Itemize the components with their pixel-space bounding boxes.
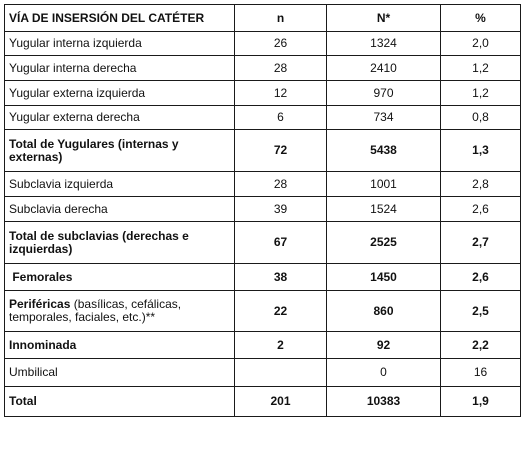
row-label [5, 56, 235, 81]
cell-N: 2525 [327, 222, 441, 264]
row-label-text: Subclavia derecha [9, 201, 108, 216]
cell-N: 1001 [327, 172, 441, 197]
row-label [5, 106, 235, 130]
table-row [5, 291, 521, 332]
cell-N: 1524 [327, 197, 441, 222]
row-label [5, 130, 235, 172]
row-label-text: Periféricas [9, 297, 71, 311]
cell-percent: 2,6 [441, 264, 521, 291]
row-label [5, 172, 235, 197]
table-row [5, 130, 521, 172]
catheter-insertion-table [4, 4, 521, 417]
cell-n: 2 [235, 332, 327, 359]
row-label [5, 32, 235, 56]
cell-n: 28 [235, 56, 327, 81]
cell-n [235, 359, 327, 387]
header-insertion-route: VÍA DE INSERSIÓN DEL CATÉTER [5, 5, 235, 32]
table-row [5, 172, 521, 197]
cell-percent: 1,2 [441, 56, 521, 81]
cell-percent: 2,8 [441, 172, 521, 197]
row-label-text: Yugular externa derecha [9, 110, 140, 124]
row-label [5, 291, 235, 332]
table-row [5, 222, 521, 264]
cell-N: 92 [327, 332, 441, 359]
cell-n: 201 [235, 387, 327, 417]
cell-percent: 2,2 [441, 332, 521, 359]
table-row [5, 332, 521, 359]
cell-percent: 2,5 [441, 291, 521, 332]
row-label [5, 222, 235, 264]
cell-n: 6 [235, 106, 327, 130]
cell-percent: 2,6 [441, 197, 521, 222]
cell-N: 1450 [327, 264, 441, 291]
cell-percent: 0,8 [441, 106, 521, 130]
table-row [5, 106, 521, 130]
row-label [5, 359, 235, 387]
cell-n: 67 [235, 222, 327, 264]
row-label-text: Total de subclavias (derechas e izquierdas) [9, 228, 193, 256]
row-label-text: Yugular interna derecha [9, 60, 137, 75]
row-label-text: Umbilical [9, 365, 58, 379]
cell-percent: 16 [441, 359, 521, 387]
table-row [5, 197, 521, 222]
cell-percent: 1,2 [441, 81, 521, 106]
catheter-insertion-table-container [4, 4, 521, 417]
table-row [5, 56, 521, 81]
header-N: N* [327, 5, 441, 32]
cell-percent: 1,3 [441, 130, 521, 172]
cell-n: 72 [235, 130, 327, 172]
cell-n: 22 [235, 291, 327, 332]
cell-n: 39 [235, 197, 327, 222]
row-label-text: Yugular interna izquierda [9, 36, 142, 50]
table-row [5, 387, 521, 417]
cell-N: 860 [327, 291, 441, 332]
table-row [5, 359, 521, 387]
row-label-text: Innominada [9, 337, 77, 352]
row-label [5, 387, 235, 417]
cell-N: 2410 [327, 56, 441, 81]
row-label-text: Yugular externa izquierda [9, 85, 146, 100]
header-percent: % [441, 5, 521, 32]
cell-N: 10383 [327, 387, 441, 417]
cell-percent: 1,9 [441, 387, 521, 417]
row-label-note: (basílicas, cefálicas, temporales, faciales, etc.)** [9, 297, 182, 324]
cell-n: 38 [235, 264, 327, 291]
row-label [5, 332, 235, 359]
cell-percent: 2,0 [441, 32, 521, 56]
row-label [5, 81, 235, 106]
row-label-text: Total de Yugulares (internas y externas) [9, 136, 182, 164]
row-label-text: Femorales [9, 269, 73, 284]
row-label [5, 264, 235, 291]
row-label-text: Subclavia izquierda [9, 176, 114, 191]
table-row [5, 81, 521, 106]
table-row [5, 264, 521, 291]
header-n: n [235, 5, 327, 32]
table-body [5, 32, 521, 417]
cell-N: 5438 [327, 130, 441, 172]
header-row [5, 5, 521, 32]
cell-N: 970 [327, 81, 441, 106]
cell-N: 1324 [327, 32, 441, 56]
row-label [5, 197, 235, 222]
row-label-text: Total [9, 394, 37, 408]
table-row [5, 32, 521, 56]
cell-n: 12 [235, 81, 327, 106]
cell-N: 0 [327, 359, 441, 387]
cell-n: 28 [235, 172, 327, 197]
cell-percent: 2,7 [441, 222, 521, 264]
cell-N: 734 [327, 106, 441, 130]
cell-n: 26 [235, 32, 327, 56]
